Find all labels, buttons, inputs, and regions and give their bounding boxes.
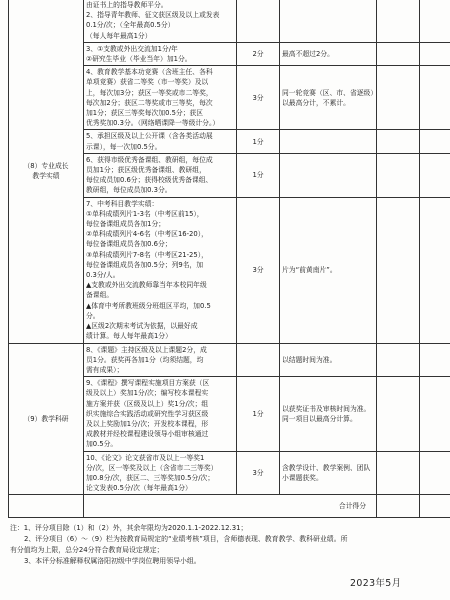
- criteria-line: （每人每年最高1分）: [86, 31, 152, 40]
- max-score-cell: 1分: [237, 153, 280, 197]
- criteria-line: ▲体育中考所教班级分班组区平均，加0.5: [86, 301, 211, 310]
- criteria-line: ▲支教或外出交流教师靠当年本校同年级: [86, 281, 207, 290]
- total-row: [9, 495, 450, 518]
- remark-cell: 片为“前黄南片”。: [280, 197, 377, 343]
- criteria-cell: [84, 153, 237, 197]
- score-entry-cell: [377, 197, 420, 343]
- criteria-cell: [84, 451, 237, 495]
- score-entry-cell: [377, 153, 420, 197]
- criteria-line: ②单科成绩列片4-6名（中考区16-20），: [86, 230, 208, 239]
- criteria-line: 员1分。获奖再各加1分（均须结题，均: [86, 355, 204, 364]
- score-entry-cell: [377, 0, 420, 42]
- document-date: 2023年5月: [350, 578, 402, 589]
- note-2: 2、评分项目（6）～（9）栏为按教育局规定的“业绩考核”项目，含师德表现、教育教学、教科研业绩。所: [24, 535, 348, 543]
- criteria-line: 级及以上）奖加1分/次；编写校本课程实: [86, 389, 209, 398]
- total-score-cell: [420, 495, 450, 518]
- total-empty-cell: [9, 495, 84, 518]
- criteria-line: 教研组，每位成员加0.3分。: [86, 186, 172, 195]
- criteria-line: 织实施综合实践活动或研究性学习获区级: [86, 409, 209, 418]
- category-cell-growth: （8）专业成长 教学实绩: [9, 0, 84, 343]
- criteria-line: 7、中考科目教学实绩：: [86, 199, 159, 208]
- remark-cell: [280, 130, 377, 153]
- criteria-line: 5、承担区级及以上公开课（含各类活动展: [86, 132, 213, 141]
- total-label: 合计得分: [84, 495, 377, 518]
- criteria-line: ①单科成绩列片1-3名（中考区前15），: [86, 209, 204, 218]
- criteria-line: 每位备课组成员各加0.6分；: [86, 240, 172, 249]
- criteria-line: 每位成员加0.6分；获得校级优秀备课组、: [86, 176, 213, 185]
- max-score-cell: 3分: [237, 197, 280, 343]
- criteria-line: 及以上奖励加1分/次；开发校本课程，形: [86, 419, 209, 428]
- note-4: 3、本评分标准解释权属洛阳初级中学岗位聘用领导小组。: [24, 557, 201, 565]
- score-entry-cell: [420, 377, 450, 451]
- total-score-cell: [377, 495, 420, 518]
- score-entry-cell: [420, 130, 450, 153]
- criteria-cell: [84, 0, 237, 42]
- max-score-cell: [237, 0, 280, 42]
- criteria-line: 施方案并获（区级及以上）奖1分/次；组: [86, 399, 209, 408]
- criteria-line: 分/次，区一等奖及以上（含省市二三等奖）: [86, 463, 218, 472]
- table-row: [9, 0, 450, 42]
- criteria-line: 9、《课程》撰写课程实施项目方案获（区: [86, 379, 210, 388]
- score-entry-cell: [377, 451, 420, 495]
- criteria-cell: [84, 42, 237, 65]
- max-score-cell: [237, 343, 280, 377]
- note-3: 有分值均为上限，总分24分符合教育局设定规定；: [10, 546, 164, 554]
- max-score-cell: 1分: [237, 377, 280, 451]
- criteria-line: 分。: [86, 311, 100, 320]
- criteria-line: 备课组。: [86, 291, 114, 300]
- criteria-line: 0.1分/次；（全年最高0.5分）: [86, 21, 175, 30]
- criteria-line: 单项竞赛）获省二等奖（市一等奖）及以: [86, 78, 209, 87]
- remark-cell: [280, 153, 377, 197]
- remark-cell: 含教学设计、教学案例、团队小课题获奖。: [280, 451, 377, 495]
- remark-cell: 以结题时间为准。: [280, 343, 377, 377]
- criteria-cell: [84, 66, 237, 130]
- criteria-line: 优秀奖加0.3分。（网络晒课降一等级计分。）: [86, 119, 220, 128]
- note-1: 注：1、评分项目除（1）和（2）外，其余年限均为2020.1.1-2022.12.31；: [10, 524, 248, 532]
- remark-cell: 以获奖证书及审核时间为准。同一项目以最高分计算。: [280, 377, 377, 451]
- remark-cell: 最高不超过2分。: [280, 42, 377, 65]
- criteria-line: 由证书上的指导教师平分。: [86, 1, 168, 9]
- criteria-cell: [84, 377, 237, 451]
- score-entry-cell: [420, 0, 450, 42]
- score-entry-cell: [420, 451, 450, 495]
- table-row: [9, 343, 450, 377]
- category-cell-research: （9）教学科研: [9, 343, 84, 495]
- score-entry-cell: [377, 130, 420, 153]
- criteria-line: 10、《论文》论文获省市及以上一等奖1: [86, 453, 205, 462]
- score-entry-cell: [377, 66, 420, 130]
- score-entry-cell: [420, 153, 450, 197]
- criteria-line: 每次加2分；获区二等奖或市三等奖，每次: [86, 98, 213, 107]
- criteria-line: 8、《课题》主持区级及以上课题2分，成: [86, 345, 207, 354]
- criteria-line: 成教材并经校课程建设领导小组审核通过: [86, 430, 209, 439]
- criteria-line: 6、获得市级优秀备课组、教研组，每位成: [86, 155, 213, 164]
- criteria-cell: [84, 197, 237, 343]
- criteria-line: 加0.8分/次，获区二、三等奖加0.5分/次；: [86, 473, 215, 482]
- score-entry-cell: [420, 66, 450, 130]
- criteria-line: 员加1分；获区级优秀备课组、教研组，: [86, 166, 206, 175]
- criteria-line: 论文发表0.5分/次（每年最高1分）: [86, 484, 192, 493]
- criteria-line: 需有成果）；: [86, 365, 124, 374]
- notes-section: [10, 523, 442, 567]
- criteria-line: ▲区级2次期末考试为依据，以最好成: [86, 322, 198, 331]
- max-score-cell: 1分: [237, 130, 280, 153]
- max-score-cell: 3分: [237, 66, 280, 130]
- remark-cell: 同一轮竞赛（区、市、省逐级）以最高分计，不累计。: [280, 66, 377, 130]
- criteria-line: 绩计算。每人每年最高1分）: [86, 332, 172, 341]
- criteria-line: 每位备课组成员各加1分；: [86, 220, 166, 229]
- criteria-line: 上，每次加3分；获区一等奖或市二等奖，: [86, 88, 213, 97]
- criteria-line: ③单科成绩列片7-8名（中考区21-25），: [86, 250, 208, 259]
- criteria-line: 加0.5分。: [86, 440, 118, 449]
- criteria-line: 0.3分/人。: [86, 271, 120, 280]
- score-entry-cell: [420, 197, 450, 343]
- score-entry-cell: [377, 42, 420, 65]
- criteria-cell: [84, 130, 237, 153]
- score-entry-cell: [377, 377, 420, 451]
- criteria-line: 示课），每一次加0.5分。: [86, 142, 162, 151]
- score-entry-cell: [377, 343, 420, 377]
- remark-cell: [280, 0, 377, 42]
- max-score-cell: 3分: [237, 451, 280, 495]
- criteria-line: ②研究生毕业（毕业当年）加1分。: [86, 55, 192, 64]
- score-entry-cell: [420, 42, 450, 65]
- criteria-line: 4、教育教学基本功竞赛（含班主任、各科: [86, 68, 213, 77]
- criteria-line: 2、指导青年教师、征文获区级及以上或发表: [86, 11, 220, 20]
- score-entry-cell: [420, 343, 450, 377]
- max-score-cell: 2分: [237, 42, 280, 65]
- criteria-line: 每位备课组成员各加0.5分；列9名，加: [86, 260, 204, 269]
- scoring-table: [8, 0, 450, 518]
- criteria-line: 加1分；获区三等奖每次加0.5分；获区: [86, 109, 204, 118]
- criteria-line: 3、①支教或外出交流加1分/年: [86, 44, 178, 53]
- criteria-cell: [84, 343, 237, 377]
